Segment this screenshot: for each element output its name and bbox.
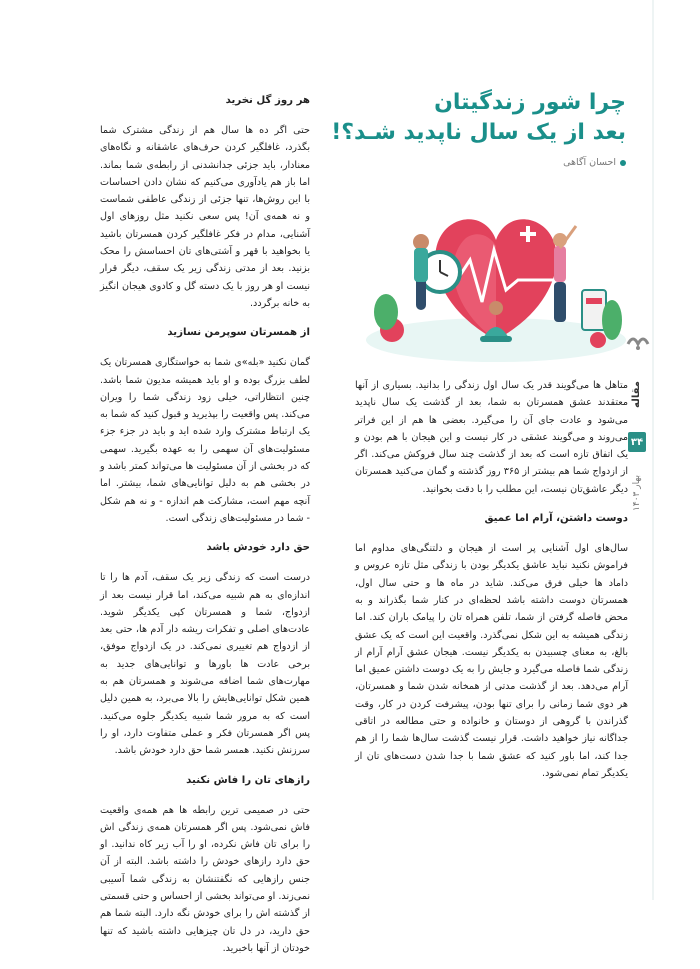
article-title-line: چرا شور زندگیتان bbox=[434, 90, 626, 115]
section-heading: از همسرتان سوپرمن نسازید bbox=[167, 327, 310, 339]
section-body: حتی در صمیمی ترین رابطه ها هم همه‌ی واقعیت فاش نمی‌شود. پس اگر همسرتان همه‌ی زندگی اش را برای تان فاش نکرده، او را آب زیر کاه ندانید. او حق دارد رازهای خودش را داشته باشد. البته از آن جنس رازهایی که نگفتنشان به زندگی شما آسیبی نمی‌زند. او می‌تواند بخشی از احساس و حتی قسمتی از گذشته اش را برای خودش نگه دارد. البته شما هم حق دارید، در دل تان چیزهایی داشته باشید که تنها خودتان از آنها باخبرید. bbox=[100, 804, 310, 954]
section-label-text: مقاله bbox=[630, 380, 642, 408]
intro-paragraph: متاهل ها می‌گویند قدر یک سال اول زندگی را بدانید. بسیاری از آنها معتقدند عشق همسرتان به شما، بعد از گذشت یک سال ناپدید می‌شود و عادت جای آن را می‌گیرد. بعضی ها هم از این فراتر می‌روند و می‌گویند عشقی در کار نیست و این هیجان با هم بودن و یک اتفاق تازه است که بعد از گذشت چند سال فروکش می‌کند. اگر از ازدواج شما هم بیشتر از ۳۶۵ روز گذشته و گمان می‌کنید همسرتان دیگر عاشق‌تان نیست، این مطلب را با دقت بخوانید. bbox=[355, 380, 628, 495]
sidebar-divider bbox=[652, 0, 654, 900]
article-title bbox=[286, 88, 626, 148]
section-body: درست است که زندگی زیر یک سقف، آدم ها را تا اندازه‌ای به هم شبیه می‌کند، اما قرار نیست بعد از ازدواج، شما و همسرتان کپی یکدیگر شوید. عادت‌های اصلی و تفکرات ریشه دار آدم ها، حتی بعد از ازدواج هم تغییری نمی‌کند. در یک ازدواج موفق، برخی عادت ها باورها و توانایی‌های جدید به مهارت‌های شما اضافه می‌شوند و همسرتان هم به همین شکل توانایی‌هایش را بالا می‌برد، به همین دلیل است که به مرور شما شبیه یکدیگر جلوه می‌کنید. پس اگر همسرتان فکر و عملی متفاوت دارد، او را سرزنش نکنید. همسر شما حق دارد خودش باشد. bbox=[100, 572, 310, 757]
heart-health-illustration bbox=[362, 190, 630, 362]
section-heading: حق دارد خودش باشد bbox=[206, 542, 310, 554]
section-heading: دوست داشتن، آرام اما عمیق bbox=[484, 513, 628, 525]
magazine-logo-icon bbox=[626, 330, 650, 352]
right-column bbox=[355, 377, 628, 794]
section-heading: هر روز گل نخرید bbox=[225, 95, 310, 106]
section-body: گمان نکنید «بله»ی شما به خواستگاری همسرتان یک لطف بزرگ بوده و او باید همیشه مدیون شما باشد. چنین انتظاراتی، خیلی زود زندگی شما را ویران می‌کند. پس واقعیت را بپذیرید و قبول کنید که شما به یک ارتباط مشترک وارد شده اید و باید در جزء جزء مسئولیت‌های آن سهمی را به عهده بگیرید. سهمی که در بخشی از آن مسئولیت ها می‌تواند کمتر باشد و در بخشی هم به دلیل توانایی‌های شما، بیشتر. اما آنچه مهم است، مشارکت هم اندازه - و نه هم شکل - شما در مسئولیت‌های زندگی است. bbox=[100, 357, 310, 524]
issue-label bbox=[628, 458, 646, 528]
bullet-dot-icon bbox=[620, 160, 626, 166]
left-column bbox=[100, 92, 310, 969]
author-name: احسان آگاهی bbox=[563, 157, 616, 168]
section-body: حتی اگر ده ها سال هم از زندگی مشترک شما بگذرد، غافلگیر کردن حرف‌های عاشقانه و نگاه‌های معنادار، باید جزئی جدانشدنی از رابطه‌ی شما بماند. اما باز هم یادآوری می‌کنیم که نشان دادن احساسات با این روش‌ها، تنها جزئی از زندگی عاطفی شماست و نه همه‌ی آن! پس سعی نکنید مثل روزهای اول آشنایی، مدام در فکر غافلگیر کردن همسرتان باشید یا بخواهید با قهر و آشتی‌های تان احساسش را محک بزنید. بعد از مدتی زندگی زیر یک سقف، دیگر قرار نیست او هر روز با یک دسته گل و کادوی هیجان انگیز به خانه برگردد. bbox=[100, 125, 310, 309]
article-author bbox=[563, 157, 626, 168]
section-label bbox=[626, 374, 646, 414]
issue-label-text: بهار ۱۴۰۳ bbox=[632, 475, 643, 511]
section-heading: رازهای تان را فاش نکنید bbox=[186, 774, 310, 786]
section-body: سال‌های اول آشنایی پر است از هیجان و دلتنگی‌های مداوم اما فراموش نکنید نباید عاشق یکدیگر بودن با زندگی مثل تازه عروس و داماد ها خیلی فرق می‌کند. شاید در ماه ها و حتی سال اول، همسرتان دوست داشته باشد لحظه‌ای در کنار شما بگذراند و به محض فاصله گرفتن از شما، تلفن همراه تان را پیامک باران کند. اما زندگی همیشه به این شکل نمی‌گذرد. واقعیت این است که یک عشق بالغ، به معنای چسبیدن به یکدیگر نیست. هیجان عشق آرام آرام از زندگی شما فاصله می‌گیرد و جایش را به یک دوست داشتن عمیق اما آرام می‌دهد. بعد از گذشت مدتی از همخانه شدن شما و همسرتان، هر دوی شما زمانی را برای تنها بودن، پیشرفت کردن در کار، وقت گذراندن با گروهی از دوستان و خانواده و حتی مطالعه در اتاقی جداگانه نیاز خواهید داشت. قرار نیست گذشت سال‌ها شما را از هم جدا کند، اما باور کنید که عشق شما با جدا شدن دست‌های تان از یکدیگر تمام نمی‌شود. bbox=[355, 543, 628, 779]
article-title-line: بعد از یک سال ناپدید شـد؟! bbox=[331, 120, 626, 145]
page-number-badge: ۳۴ bbox=[628, 432, 646, 452]
